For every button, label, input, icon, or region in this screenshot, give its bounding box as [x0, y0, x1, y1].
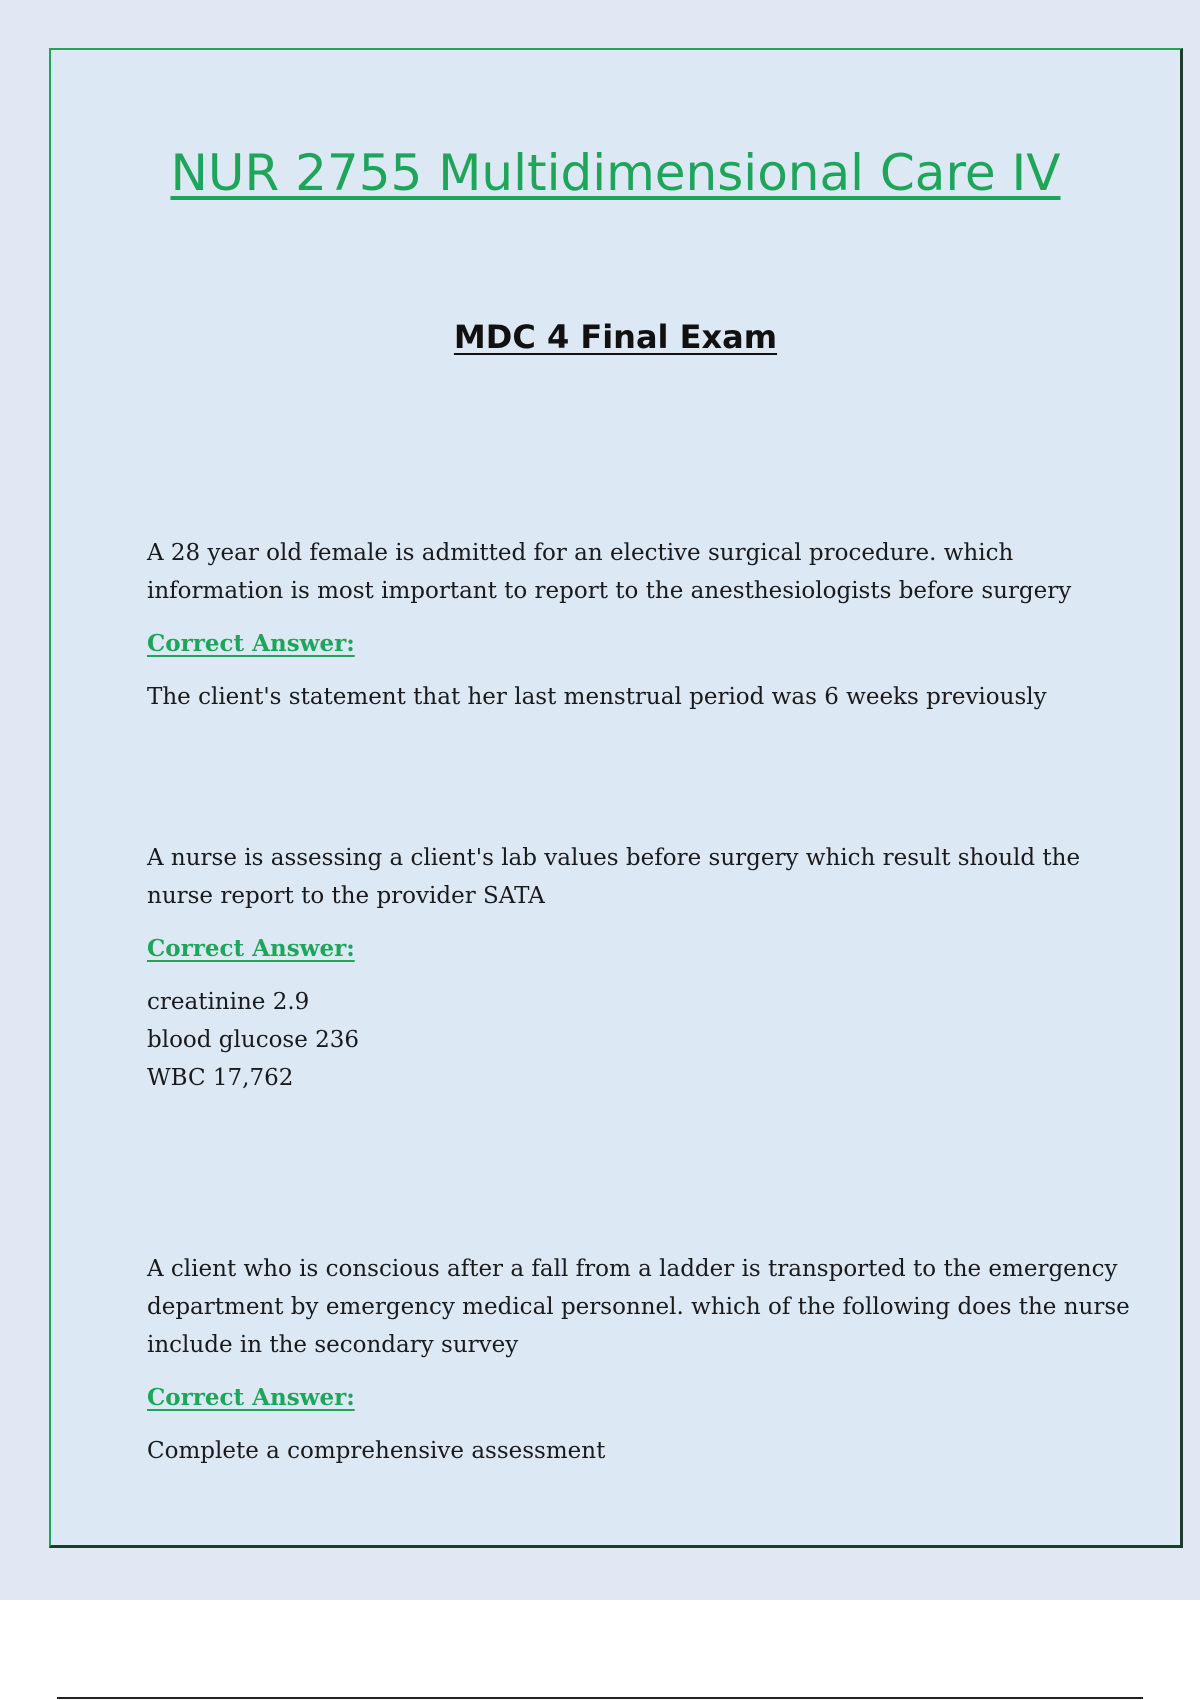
correct-answer-label: Correct Answer:	[147, 630, 355, 657]
answer-text: The client's statement that her last menstrual period was 6 weeks previously	[147, 684, 1047, 710]
document-title: NUR 2755 Multidimensional Care IV	[170, 144, 1061, 202]
footer-divider	[57, 1697, 1143, 1699]
correct-answer-label: Correct Answer:	[147, 1384, 355, 1411]
answer-text: blood glucose 236	[147, 1027, 360, 1053]
question-text: A 28 year old female is admitted for an elective surgical procedure. which information is most important to report to the anesthesiologists before surgery	[147, 540, 1072, 604]
question-block	[147, 839, 1137, 1097]
question-text: A client who is conscious after a fall from a ladder is transported to the emergency department by emergency medical personnel. which of the following does the nurse include in the secondary survey	[147, 1256, 1130, 1358]
correct-answer-label: Correct Answer:	[147, 935, 355, 962]
question-block	[147, 1250, 1137, 1470]
answer-text: creatinine 2.9	[147, 989, 310, 1015]
answer-text: Complete a comprehensive assessment	[147, 1438, 606, 1464]
question-block	[147, 534, 1137, 716]
document-frame	[49, 48, 1183, 1548]
question-text: A nurse is assessing a client's lab values before surgery which result should the nurse report to the provider SATA	[147, 845, 1081, 909]
answer-text: WBC 17,762	[147, 1065, 294, 1091]
document-subtitle: MDC 4 Final Exam	[453, 318, 778, 356]
